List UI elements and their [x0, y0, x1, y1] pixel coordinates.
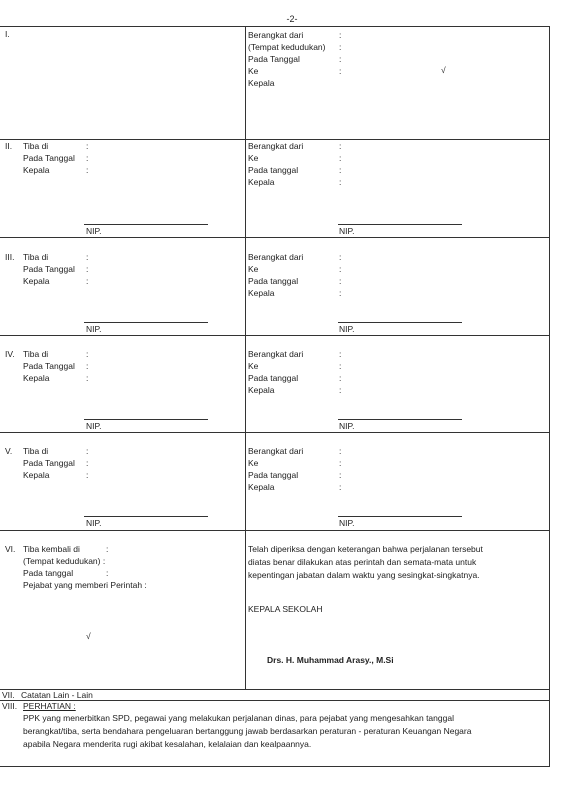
colon: :	[86, 264, 89, 274]
label-kepala: Kepala	[23, 165, 50, 175]
colon: :	[339, 66, 342, 76]
label-berangkat-dari: Berangkat dari	[248, 252, 304, 262]
label-kepala: Kepala	[23, 373, 50, 383]
colon: :	[86, 349, 89, 359]
page-number: -2-	[286, 14, 298, 24]
section-4-number: IV.	[5, 349, 15, 359]
check-mark: √	[86, 631, 91, 641]
label-kepala: Kepala	[23, 276, 50, 286]
nip-label: NIP.	[339, 421, 355, 431]
check-mark: √	[441, 65, 446, 75]
colon: :	[86, 165, 89, 175]
signer-role: KEPALA SEKOLAH	[248, 604, 323, 614]
colon: :	[86, 361, 89, 371]
label-pada-tanggal: Pada tanggal	[248, 165, 299, 175]
label-ke: Ke	[248, 361, 259, 371]
nip-label: NIP.	[339, 226, 355, 236]
label-pejabat-pemberi-perintah: Pejabat yang memberi Perintah :	[23, 580, 147, 590]
colon: :	[86, 276, 89, 286]
label-kepala: Kepala	[23, 470, 50, 480]
colon: :	[339, 385, 342, 395]
label-kepala: Kepala	[248, 78, 275, 88]
signature-line	[84, 224, 208, 225]
colon: :	[86, 470, 89, 480]
signature-line	[338, 224, 462, 225]
label-pada-tanggal: Pada tanggal	[23, 568, 74, 578]
label-pada-tanggal: Pada Tanggal	[23, 264, 75, 274]
nip-label: NIP.	[339, 324, 355, 334]
label-ke: Ke	[248, 153, 259, 163]
section-7-number: VII.	[2, 690, 15, 700]
label-pada-tanggal: Pada tanggal	[248, 470, 299, 480]
label-berangkat-dari: Berangkat dari	[248, 141, 304, 151]
separator-2	[0, 237, 549, 238]
label-berangkat-dari: Berangkat dari	[248, 30, 304, 40]
nip-label: NIP.	[86, 518, 102, 528]
colon: :	[339, 458, 342, 468]
label-pada-tanggal: Pada Tanggal	[248, 54, 300, 64]
label-pada-tanggal: Pada Tanggal	[23, 153, 75, 163]
colon: :	[339, 446, 342, 456]
separator-1	[0, 139, 549, 140]
section-2-number: II.	[5, 141, 13, 151]
colon: :	[339, 288, 342, 298]
label-pada-tanggal: Pada tanggal	[248, 276, 299, 286]
colon: :	[339, 177, 342, 187]
colon: :	[339, 482, 342, 492]
perhatian-heading: PERHATIAN :	[23, 701, 76, 711]
label-tiba-di: Tiba di	[23, 252, 49, 262]
signature-line	[84, 419, 208, 420]
statement-line-1: Telah diperiksa dengan keterangan bahwa perjalanan tersebut	[248, 544, 483, 554]
label-berangkat-dari: Berangkat dari	[248, 349, 304, 359]
label-tiba-kembali-di: Tiba kembali di	[23, 544, 80, 554]
statement-line-3: kepentingan jabatan dalam waktu yang sesingkat-singkatnya.	[248, 570, 480, 580]
colon: :	[339, 373, 342, 383]
nip-label: NIP.	[86, 226, 102, 236]
notice-line-2: berangkat/tiba, serta bendahara pengeluaran bertanggung jawab berdasarkan peraturan - peraturan Keuangan Negara	[23, 726, 472, 736]
signature-line	[338, 322, 462, 323]
label-kepala: Kepala	[248, 288, 275, 298]
signature-line	[84, 322, 208, 323]
colon: :	[106, 544, 109, 554]
colon: :	[86, 252, 89, 262]
colon: :	[339, 30, 342, 40]
column-divider	[245, 26, 246, 689]
colon: :	[86, 153, 89, 163]
nip-label: NIP.	[86, 324, 102, 334]
colon: :	[339, 165, 342, 175]
section-1-number: I.	[5, 29, 10, 39]
colon: :	[339, 54, 342, 64]
colon: :	[339, 153, 342, 163]
label-kepala: Kepala	[248, 482, 275, 492]
label-tiba-di: Tiba di	[23, 141, 49, 151]
colon: :	[86, 373, 89, 383]
separator-5	[0, 530, 549, 531]
nip-label: NIP.	[339, 518, 355, 528]
label-ke: Ke	[248, 458, 259, 468]
label-ke: Ke	[248, 66, 259, 76]
label-pada-tanggal: Pada Tanggal	[23, 361, 75, 371]
colon: :	[339, 276, 342, 286]
label-tiba-di: Tiba di	[23, 349, 49, 359]
colon: :	[339, 141, 342, 151]
separator-4	[0, 432, 549, 433]
section-6-number: VI.	[5, 544, 16, 554]
section-3-number: III.	[5, 252, 15, 262]
label-berangkat-dari: Berangkat dari	[248, 446, 304, 456]
signature-line	[338, 419, 462, 420]
section-5-number: V.	[5, 446, 13, 456]
colon: :	[339, 264, 342, 274]
label-tempat-kedudukan: (Tempat kedudukan)	[248, 42, 326, 52]
label-pada-tanggal: Pada tanggal	[248, 373, 299, 383]
signer-name: Drs. H. Muhammad Arasy., M.Si	[267, 655, 394, 665]
colon: :	[86, 446, 89, 456]
notice-line-3: apabila Negara menderita rugi akibat kesalahan, kelalaian dan kealpaannya.	[23, 739, 312, 749]
label-pada-tanggal: Pada Tanggal	[23, 458, 75, 468]
colon: :	[339, 470, 342, 480]
statement-line-2: diatas benar dilakukan atas perintah dan semata-mata untuk	[248, 557, 477, 567]
signature-line	[338, 516, 462, 517]
nip-label: NIP.	[86, 421, 102, 431]
colon: :	[339, 252, 342, 262]
catatan-lain-label: Catatan Lain - Lain	[21, 690, 93, 700]
colon: :	[86, 458, 89, 468]
colon: :	[339, 361, 342, 371]
signature-line	[84, 516, 208, 517]
label-kepala: Kepala	[248, 177, 275, 187]
label-ke: Ke	[248, 264, 259, 274]
notice-line-1: PPK yang menerbitkan SPD, pegawai yang melakukan perjalanan dinas, para pejabat yang mengesahkan tanggal	[23, 713, 454, 723]
separator-3	[0, 335, 549, 336]
label-tempat-kedudukan: (Tempat kedudukan) :	[23, 556, 106, 566]
colon: :	[339, 42, 342, 52]
label-tiba-di: Tiba di	[23, 446, 49, 456]
colon: :	[339, 349, 342, 359]
section-8-number: VIII.	[2, 701, 18, 711]
colon: :	[106, 568, 109, 578]
colon: :	[86, 141, 89, 151]
label-kepala: Kepala	[248, 385, 275, 395]
